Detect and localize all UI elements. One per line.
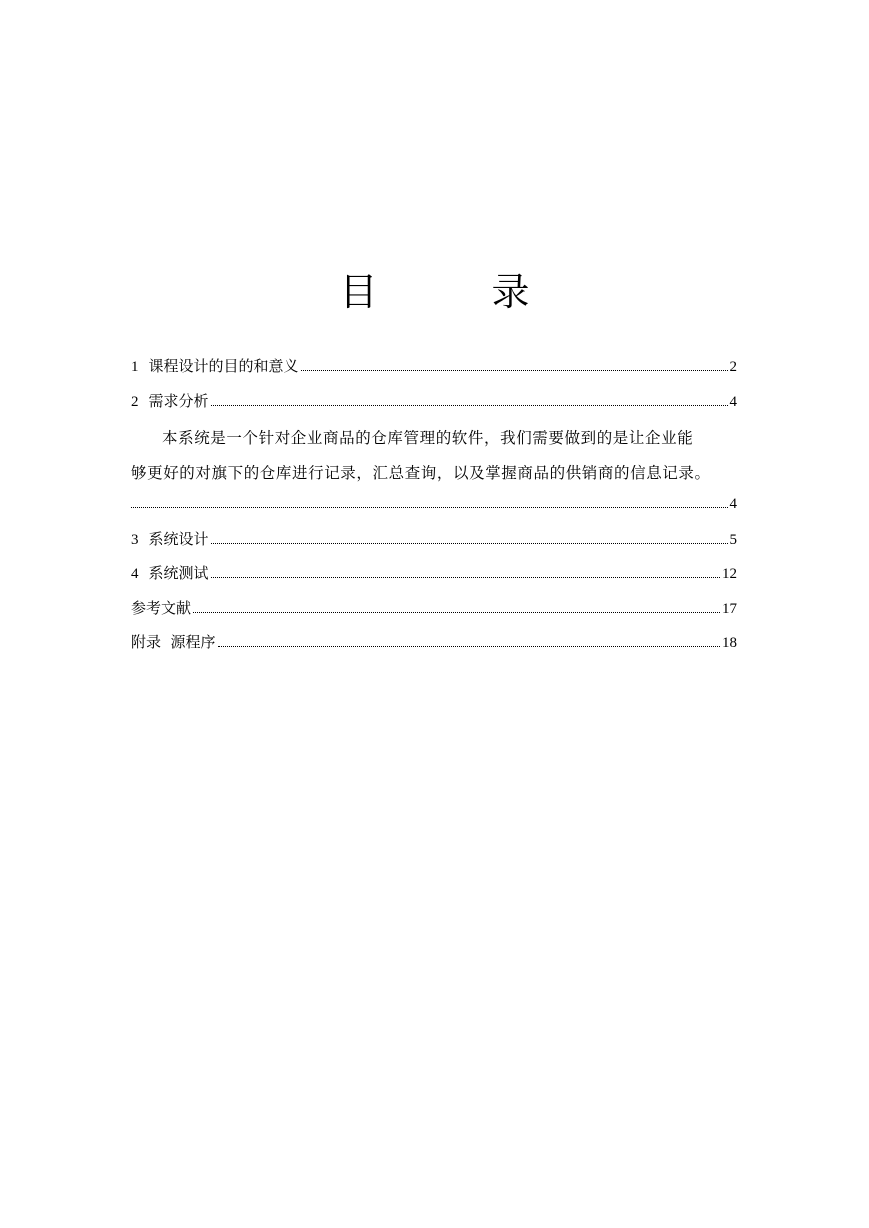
toc-title: 目 录	[339, 270, 568, 314]
toc-paragraph-line: 够更好的对旗下的仓库进行记录，汇总查询，以及掌握商品的供销商的信息记录。	[131, 463, 711, 482]
toc-entry[interactable]	[131, 628, 737, 663]
toc-entry-page: 17	[722, 600, 737, 617]
toc-leader-dots	[131, 506, 728, 508]
toc-leader-dots	[211, 576, 720, 578]
toc-entry-number: 4	[131, 566, 139, 582]
toc-leader-dots	[218, 645, 720, 647]
toc-entry-number: 1	[131, 359, 139, 375]
toc-leader-dots	[301, 369, 728, 371]
toc-entry-page: 18	[722, 635, 737, 651]
toc-entry[interactable]	[131, 387, 737, 422]
toc-entry-title: 需求分析	[148, 391, 209, 410]
toc-leader-dots	[211, 542, 728, 544]
toc-entry-page: 12	[722, 566, 737, 582]
toc-entry-number: 2	[131, 393, 139, 410]
toc-entry-page: 4	[729, 393, 737, 410]
toc-entry[interactable]	[131, 594, 737, 629]
toc-entry-title: 系统设计	[148, 529, 209, 548]
toc-entry-page: 4	[729, 496, 737, 512]
toc-paragraph-leader-row	[131, 490, 737, 525]
toc-entry-page: 2	[729, 359, 737, 375]
table-of-contents	[131, 352, 737, 663]
toc-leader-dots	[193, 611, 720, 613]
toc-entry-title: 课程设计的目的和意义	[148, 357, 299, 375]
toc-paragraph-entry[interactable]	[131, 421, 737, 525]
toc-entry-page: 5	[729, 531, 737, 548]
toc-paragraph-line: 本系统是一个针对企业商品的仓库管理的软件，我们需要做到的是让企业能	[162, 429, 694, 447]
toc-entry[interactable]	[131, 525, 737, 560]
toc-entry[interactable]	[131, 559, 737, 594]
toc-entry-number: 3	[131, 531, 139, 548]
toc-entry-title: 系统测试	[148, 564, 209, 582]
toc-entry[interactable]	[131, 352, 737, 387]
toc-entry-title: 附录 源程序	[131, 633, 216, 651]
toc-leader-dots	[211, 404, 728, 406]
toc-entry-title: 参考文献	[131, 598, 192, 617]
